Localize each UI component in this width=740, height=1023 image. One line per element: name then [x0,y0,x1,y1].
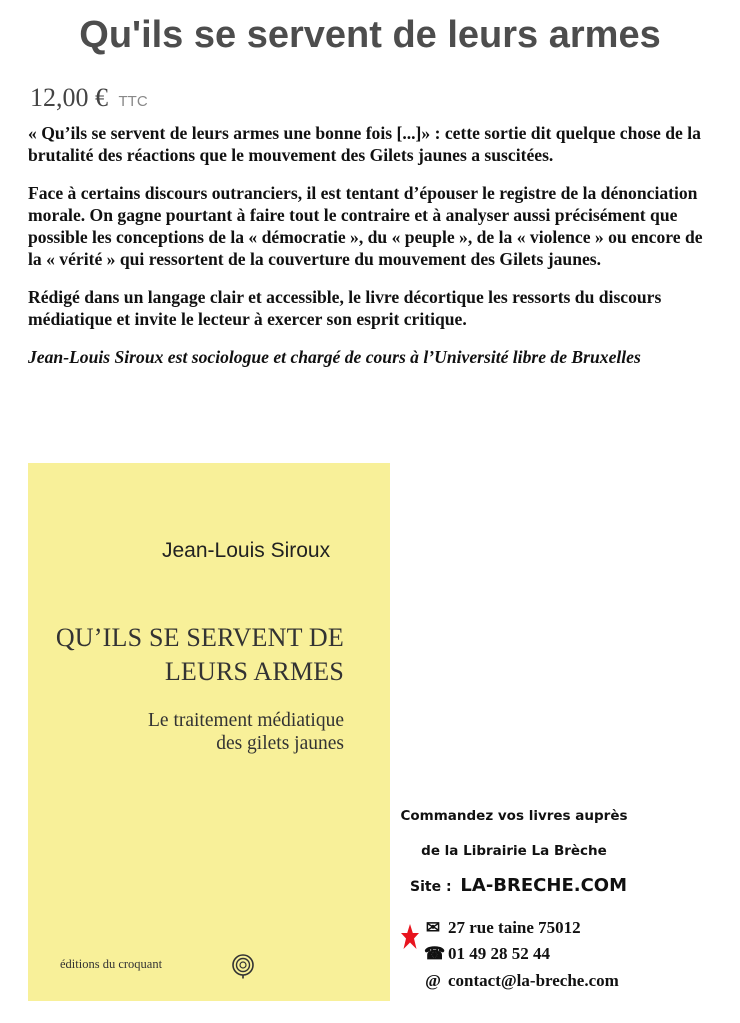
cover-author: Jean-Louis Siroux [162,539,331,562]
phone[interactable]: 01 49 28 52 44 [448,944,550,963]
site-line [410,875,627,896]
phone-icon: ☎ [424,944,446,963]
cover-subtitle-line-1: Le traitement médiatique [148,710,344,731]
phone-row [424,944,550,964]
cover-title [56,621,344,689]
address: 27 rue taine 75012 [448,918,581,937]
book-cover [28,463,390,1001]
cover-subtitle [148,709,344,755]
order-line-1: Commandez vos livres auprès [400,808,628,824]
address-row [424,918,581,938]
site-label: Site : [410,879,452,895]
cover-subtitle-line-2: des gilets jaunes [216,733,344,754]
at-icon: @ [425,971,441,990]
cover-title-line-1: QU’ILS SE SERVENT DE [55,623,344,652]
red-star-icon [400,922,420,952]
price-suffix: TTC [118,93,148,110]
envelope-icon: ✉ [425,918,441,937]
price-value: 12,00 € [30,83,108,112]
cover-title-line-2: LEURS ARMES [164,657,344,686]
price [30,83,148,113]
product-title: Qu'ils se servent de leurs armes [79,14,661,56]
description-paragraph-1: « Qu’ils se servent de leurs armes une bonne fois [...]» : cette sortie dit quelque chose de la brutalité des réactions que le mouvement des Gilets jaunes a suscitées. [28,123,701,165]
description-paragraph-2: Face à certains discours outranciers, il est tentant d’épouser le registre de la dénonciation morale. On gagne pourtant à faire tout le contraire et à analyser aussi précisément que possible les conceptions de la « démocratie », du « peuple », de la « violence » ou encore de la « vérité » qui ressortent de la couverture du mouvement des Gilets jaunes. [28,183,703,269]
author-note: Jean-Louis Siroux est sociologue et chargé de cours à l’Université libre de Bruxelles [28,347,641,367]
email-row [424,971,619,991]
cover-publisher: éditions du croquant [60,957,163,971]
product-description [28,122,716,384]
description-paragraph-3: Rédigé dans un langage clair et accessible, le livre décortique les ressorts du discours médiatique et invite le lecteur à exercer son esprit critique. [28,287,662,329]
site-link[interactable]: LA-BRECHE.COM [460,875,628,896]
order-line-2: de la Librairie La Brèche [421,843,607,859]
publisher-logo-icon [230,953,256,979]
email[interactable]: contact@la-breche.com [448,971,619,990]
